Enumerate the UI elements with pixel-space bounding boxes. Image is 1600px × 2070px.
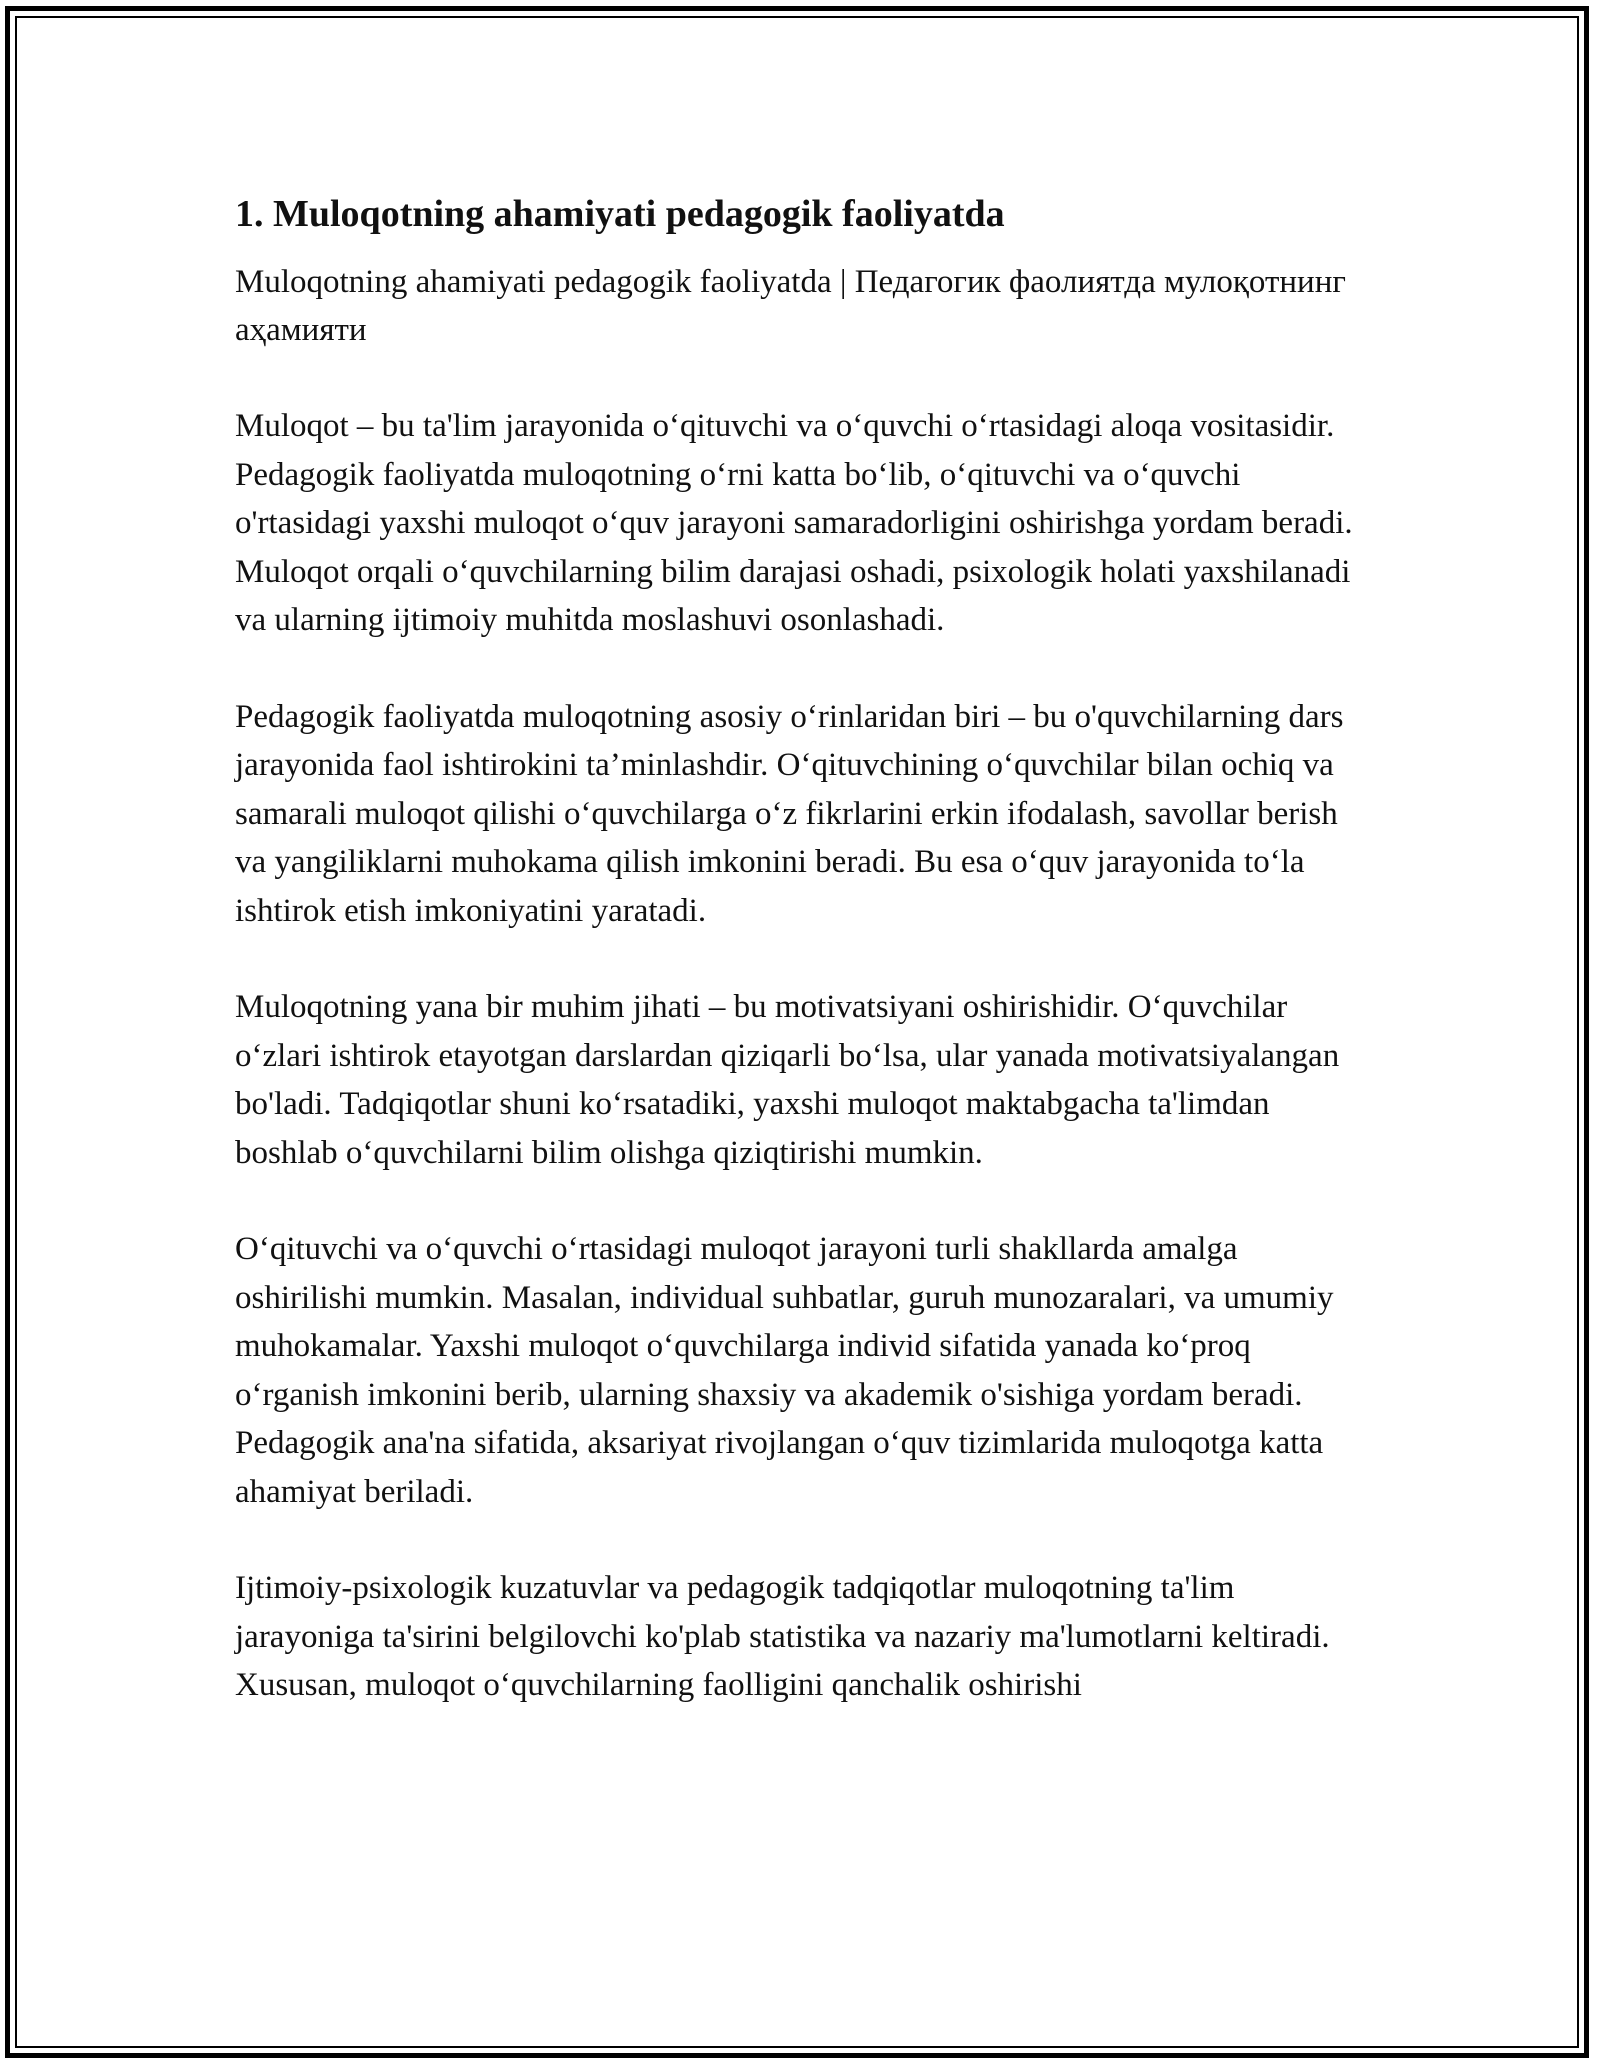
- paragraph: Ijtimoiy-psixologik kuzatuvlar va pedagogik tadqiqotlar muloqotning ta'lim jarayoniga ta'sirini belgilovchi ko'plab statistika va nazariy ma'lumotlarni keltiradi. Xususan, muloqot o‘quvchilarning faolligini qanchalik oshirishi: [235, 1570, 1330, 1703]
- paragraph: Pedagogik faoliyatda muloqotning asosiy o‘rinlaridan biri – bu o'quvchilarning dars jarayonida faol ishtirokini ta’minlashdir. O‘qituvchining o‘quvchilar bilan ochiq va samarali muloqot qilishi o‘quvchilarga o‘z fikrlarini erkin ifodalash, savollar berish va yangiliklarni muhokama qilish imkonini beradi. Bu esa o‘quv jarayonida to‘la ishtirok etish imkoniyatini yaratadi.: [235, 698, 1344, 929]
- paragraph: O‘qituvchi va o‘quvchi o‘rtasidagi muloqot jarayoni turli shakllarda amalga oshirilishi mumkin. Masalan, individual suhbatlar, guruh munozaralari, va umumiy muhokamalar. Yaxshi muloqot o‘quvchilarga individ sifatida yanada ko‘proq o‘rganish imkonini berib, ularning shaxsiy va akademik o'sishiga yordam beradi. Pedagogik ana'na sifatida, aksariyat rivojlangan o‘quv tizimlarida muloqotga katta ahamiyat beriladi.: [235, 1231, 1334, 1510]
- paragraph: Muloqot – bu ta'lim jarayonida o‘qituvchi va o‘quvchi o‘rtasidagi aloqa vositasidir. Pedagogik faoliyatda muloqotning o‘rni katta bo‘lib, o‘qituvchi va o‘quvchi o'rtasidagi yaxshi muloqot o‘quv jarayoni samaradorligini oshirishga yordam beradi. Muloqot orqali o‘quvchilarning bilim darajasi oshadi, psixologik holati yaxshilanadi va ularning ijtimoiy muhitda moslashuvi osonlashadi.: [235, 408, 1353, 638]
- document-subtitle: Muloqotning ahamiyati pedagogik faoliyatda | Педагогик фаолиятда мулоқотнинг аҳамияти: [235, 264, 1346, 348]
- paragraph: Muloqotning yana bir muhim jihati – bu motivatsiyani oshirishidir. O‘quvchilar o‘zlari ishtirok etayotgan darslardan qiziqarli bo‘lsa, ular yanada motivatsiyalangan bo'ladi. Tadqiqotlar shuni ko‘rsatadiki, yaxshi muloqot maktabgacha ta'limdan boshlab o‘quvchilarni bilim olishga qiziqtirishi mumkin.: [235, 989, 1340, 1171]
- document-body: [235, 188, 1365, 1710]
- document-heading: 1. Muloqotning ahamiyati pedagogik faoliyatda: [235, 193, 1005, 235]
